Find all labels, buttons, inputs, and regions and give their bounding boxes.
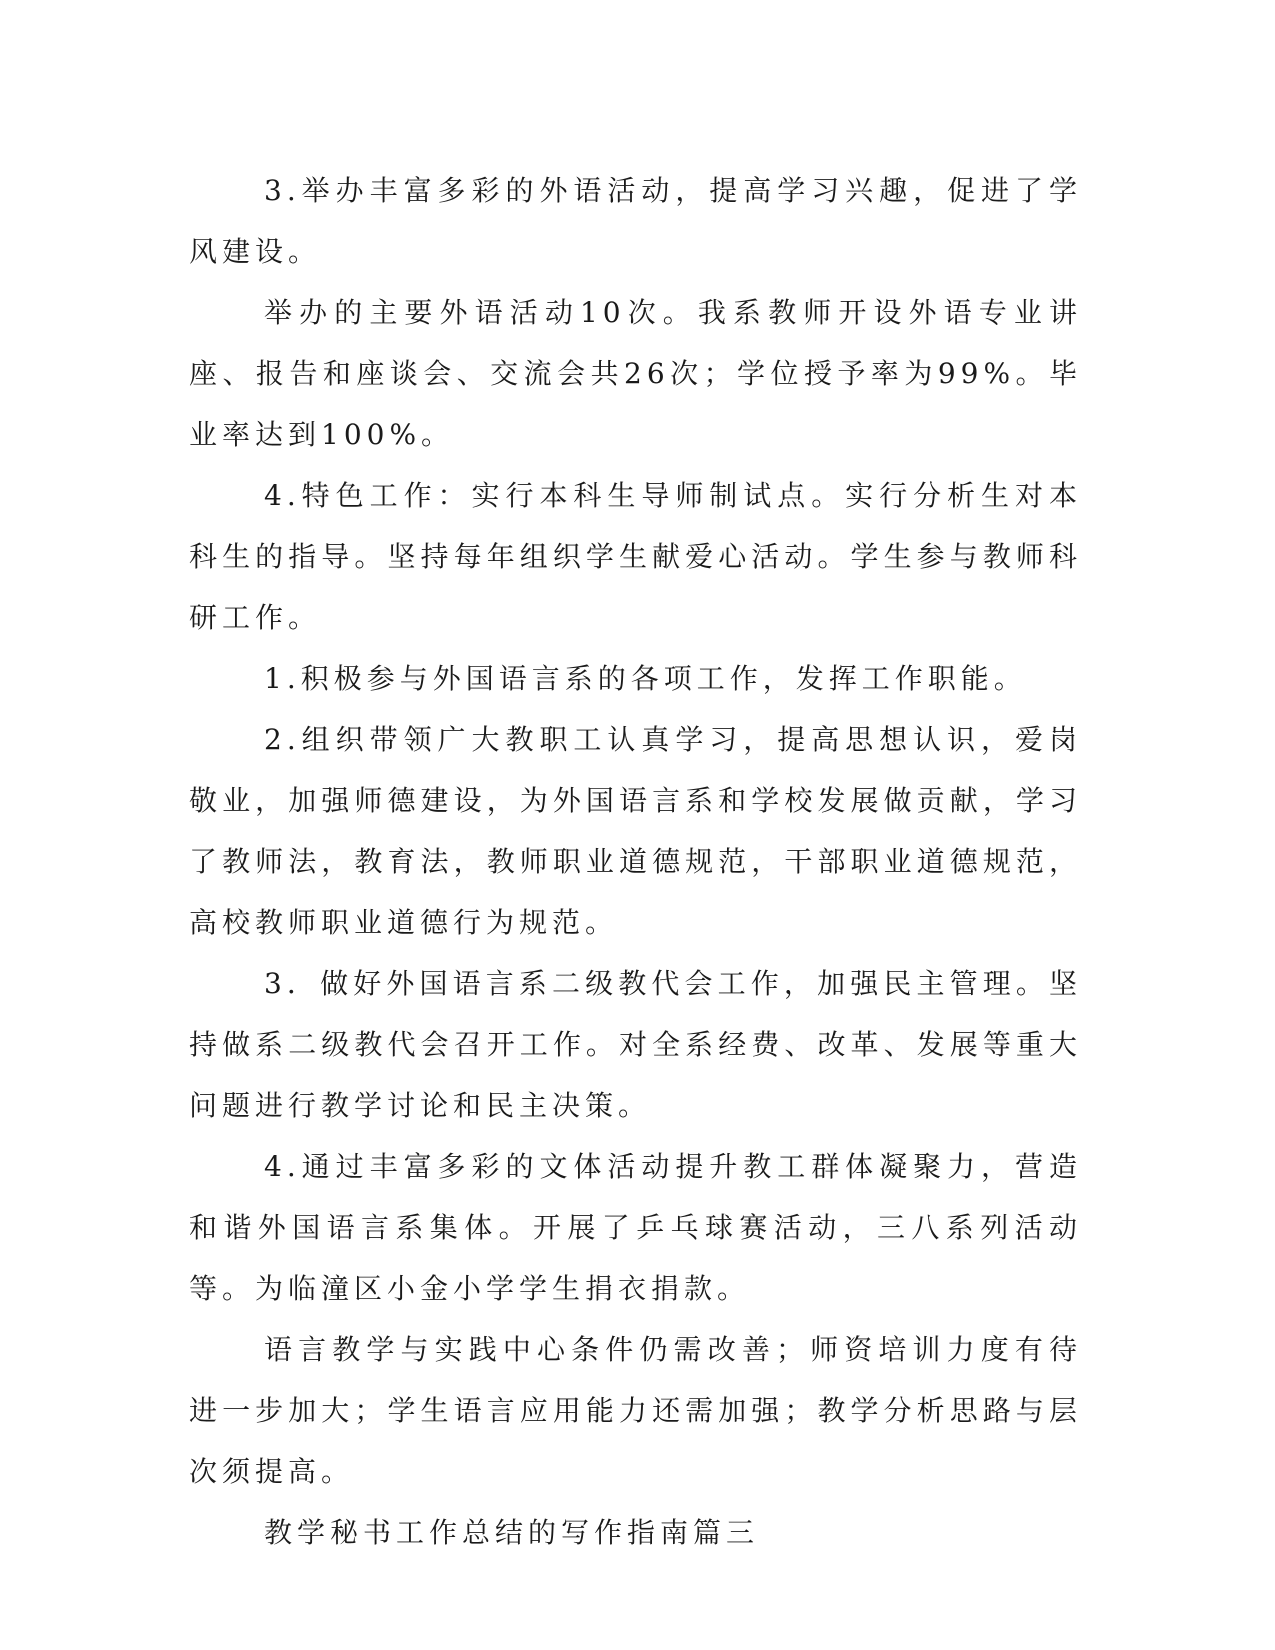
- section-heading: 教学秘书工作总结的写作指南篇三: [264, 1516, 760, 1549]
- paragraph-statistics: 举办的主要外语活动10次。我系教师开设外语专业讲座、报告和座谈会、交流会共26次；学位授予率为99%。毕业率达到100%。: [189, 296, 1082, 451]
- document-body: [189, 160, 1082, 1563]
- paragraph-congress: 3．做好外国语言系二级教代会工作，加强民主管理。坚持做系二级教代会召开工作。对全系经费、改革、发展等重大问题进行教学讨论和民主决策。: [189, 967, 1082, 1122]
- paragraph-special-work: 4.特色工作：实行本科生导师制试点。实行分析生对本科生的指导。坚持每年组织学生献爱心活动。学生参与教师科研工作。: [189, 479, 1082, 634]
- paragraph-activities: 3.举办丰富多彩的外语活动，提高学习兴趣，促进了学风建设。: [189, 174, 1082, 268]
- paragraph-cultural-activities: 4.通过丰富多彩的文体活动提升教工群体凝聚力，营造和谐外国语言系集体。开展了乒乓球赛活动，三八系列活动等。为临潼区小金小学学生捐衣捐款。: [189, 1150, 1082, 1305]
- paragraph-shortcomings: 语言教学与实践中心条件仍需改善；师资培训力度有待进一步加大；学生语言应用能力还需加强；教学分析思路与层次须提高。: [189, 1333, 1082, 1488]
- paragraph-ethics-study: 2.组织带领广大教职工认真学习，提高思想认识，爱岗敬业，加强师德建设，为外国语言系和学校发展做贡献，学习了教师法，教育法，教师职业道德规范，干部职业道德规范，高校教师职业道德行为规范。: [189, 723, 1082, 939]
- paragraph-participation: 1.积极参与外国语言系的各项工作，发挥工作职能。: [264, 662, 1027, 695]
